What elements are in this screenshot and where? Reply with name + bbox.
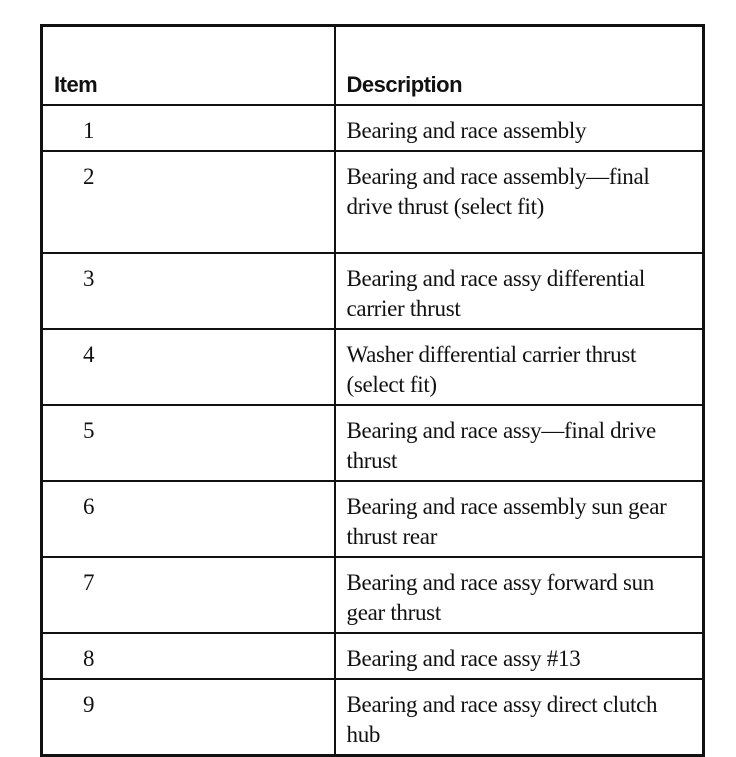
- item-number-cell: 7: [42, 557, 335, 633]
- column-header-description: Description: [335, 26, 704, 106]
- table-row: [42, 405, 704, 481]
- table-row: [42, 557, 704, 633]
- description-cell: Bearing and race assy—final drive thrust: [335, 405, 704, 481]
- description-cell: Bearing and race assy forward sun gear thrust: [335, 557, 704, 633]
- description-cell: Bearing and race assy direct clutch hub: [335, 679, 704, 756]
- item-number-cell: 4: [42, 329, 335, 405]
- description-cell: Washer differential carrier thrust (select fit): [335, 329, 704, 405]
- item-number-cell: 2: [42, 151, 335, 253]
- item-number-cell: 6: [42, 481, 335, 557]
- table-row: [42, 679, 704, 756]
- item-number-cell: 9: [42, 679, 335, 756]
- table-row: [42, 633, 704, 679]
- table-row: [42, 151, 704, 253]
- table-header: [42, 26, 704, 106]
- item-number-cell: 1: [42, 105, 335, 151]
- table-row: [42, 253, 704, 329]
- table-row: [42, 329, 704, 405]
- column-header-item: Item: [42, 26, 335, 106]
- description-cell: Bearing and race assembly—final drive thrust (select fit): [335, 151, 704, 253]
- description-cell: Bearing and race assembly: [335, 105, 704, 151]
- description-cell: Bearing and race assy #13: [335, 633, 704, 679]
- item-number-cell: 3: [42, 253, 335, 329]
- item-number-cell: 5: [42, 405, 335, 481]
- table-body: [42, 105, 704, 756]
- item-number-cell: 8: [42, 633, 335, 679]
- table-row: [42, 105, 704, 151]
- header-row: [42, 26, 704, 106]
- table-row: [42, 481, 704, 557]
- parts-table: [40, 24, 705, 757]
- description-cell: Bearing and race assy differential carrier thrust: [335, 253, 704, 329]
- description-cell: Bearing and race assembly sun gear thrust rear: [335, 481, 704, 557]
